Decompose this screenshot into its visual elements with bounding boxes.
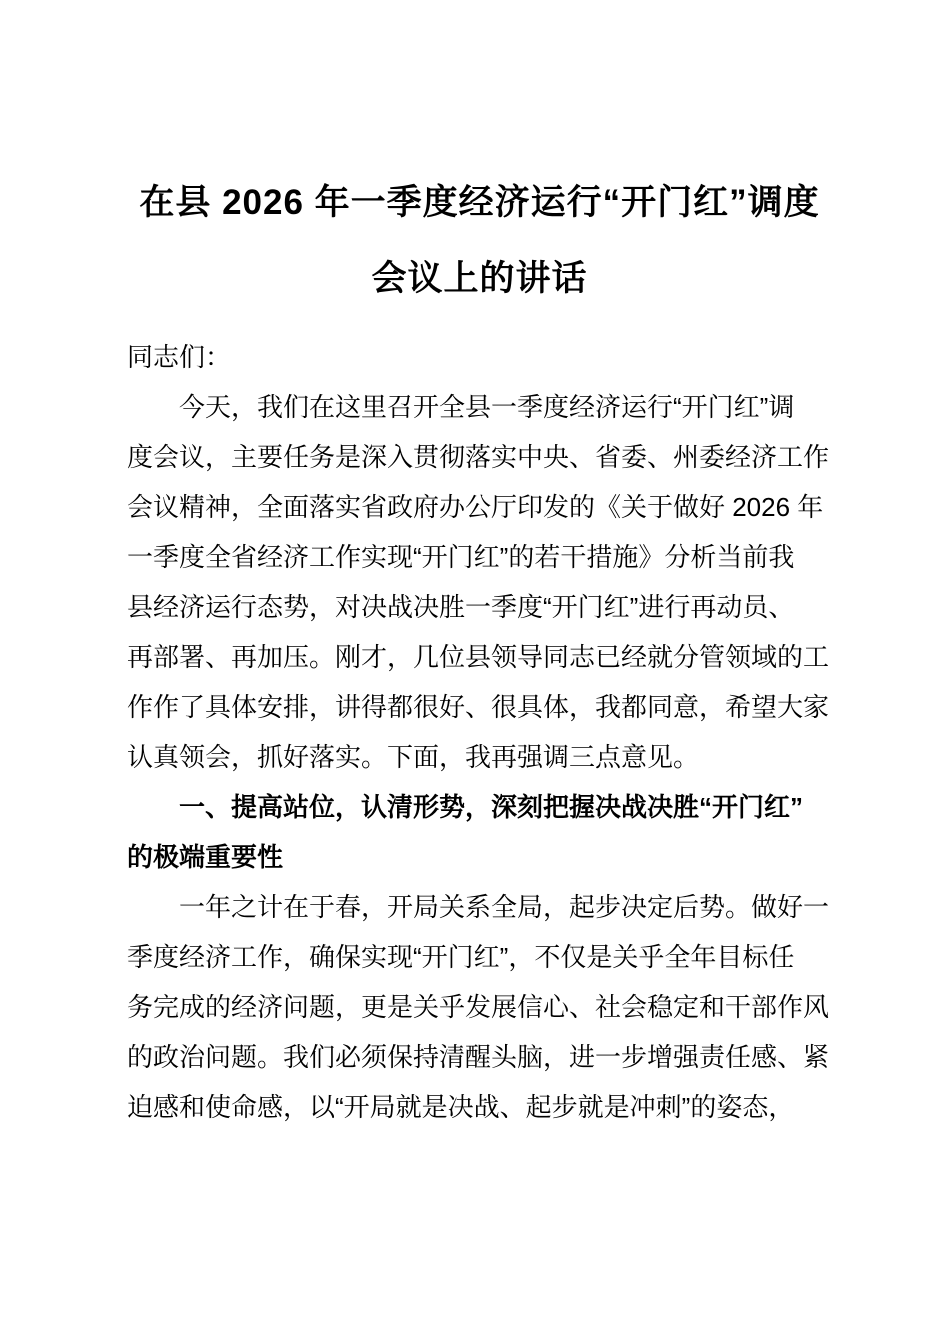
paragraph-line: 一年之计在于春，开局关系全局，起步决定后势。做好一 (179, 892, 830, 922)
paragraph-line: 的政治问题。我们必须保持清醒头脑，进一步增强责任感、紧 (127, 1042, 830, 1072)
section-heading-line: 一、提高站位，认清形势，深刻把握决战决胜“开门红” (179, 792, 804, 822)
paragraph-line: 今天，我们在这里召开全县一季度经济运行“开门红”调 (179, 392, 795, 422)
paragraph-line: 作作了具体安排，讲得都很好、很具体，我都同意，希望大家 (127, 692, 830, 722)
document-title (127, 165, 832, 317)
document-title-line-2: 会议上的讲话 (371, 259, 588, 298)
paragraph-line: 迫感和使命感，以“开局就是决战、起步就是冲刺”的姿态， (127, 1092, 795, 1122)
document-title-line-1: 在县 2026 年一季度经济运行“开门红”调度 (139, 183, 820, 222)
document-body (127, 332, 832, 1132)
paragraph-line: 县经济运行态势，对决战决胜一季度“开门红”进行再动员、 (127, 592, 795, 622)
paragraph-line: 会议精神，全面落实省政府办公厅印发的《关于做好 2026 年 (127, 492, 824, 522)
salutation-line: 同志们： (127, 342, 232, 372)
paragraph-line: 认真领会，抓好落实。下面，我再强调三点意见。 (127, 742, 700, 772)
paragraph-line: 一季度全省经济工作实现“开门红”的若干措施》分析当前我 (127, 542, 795, 572)
paragraph-line: 再部署、再加压。刚才，几位县领导同志已经就分管领域的工 (127, 642, 830, 672)
paragraph-line: 度会议，主要任务是深入贯彻落实中央、省委、州委经济工作 (127, 442, 830, 472)
section-heading-line: 的极端重要性 (127, 842, 284, 872)
paragraph-line: 务完成的经济问题，更是关乎发展信心、社会稳定和干部作风 (127, 992, 830, 1022)
paragraph-line: 季度经济工作，确保实现“开门红”，不仅是关乎全年目标任 (127, 942, 795, 972)
